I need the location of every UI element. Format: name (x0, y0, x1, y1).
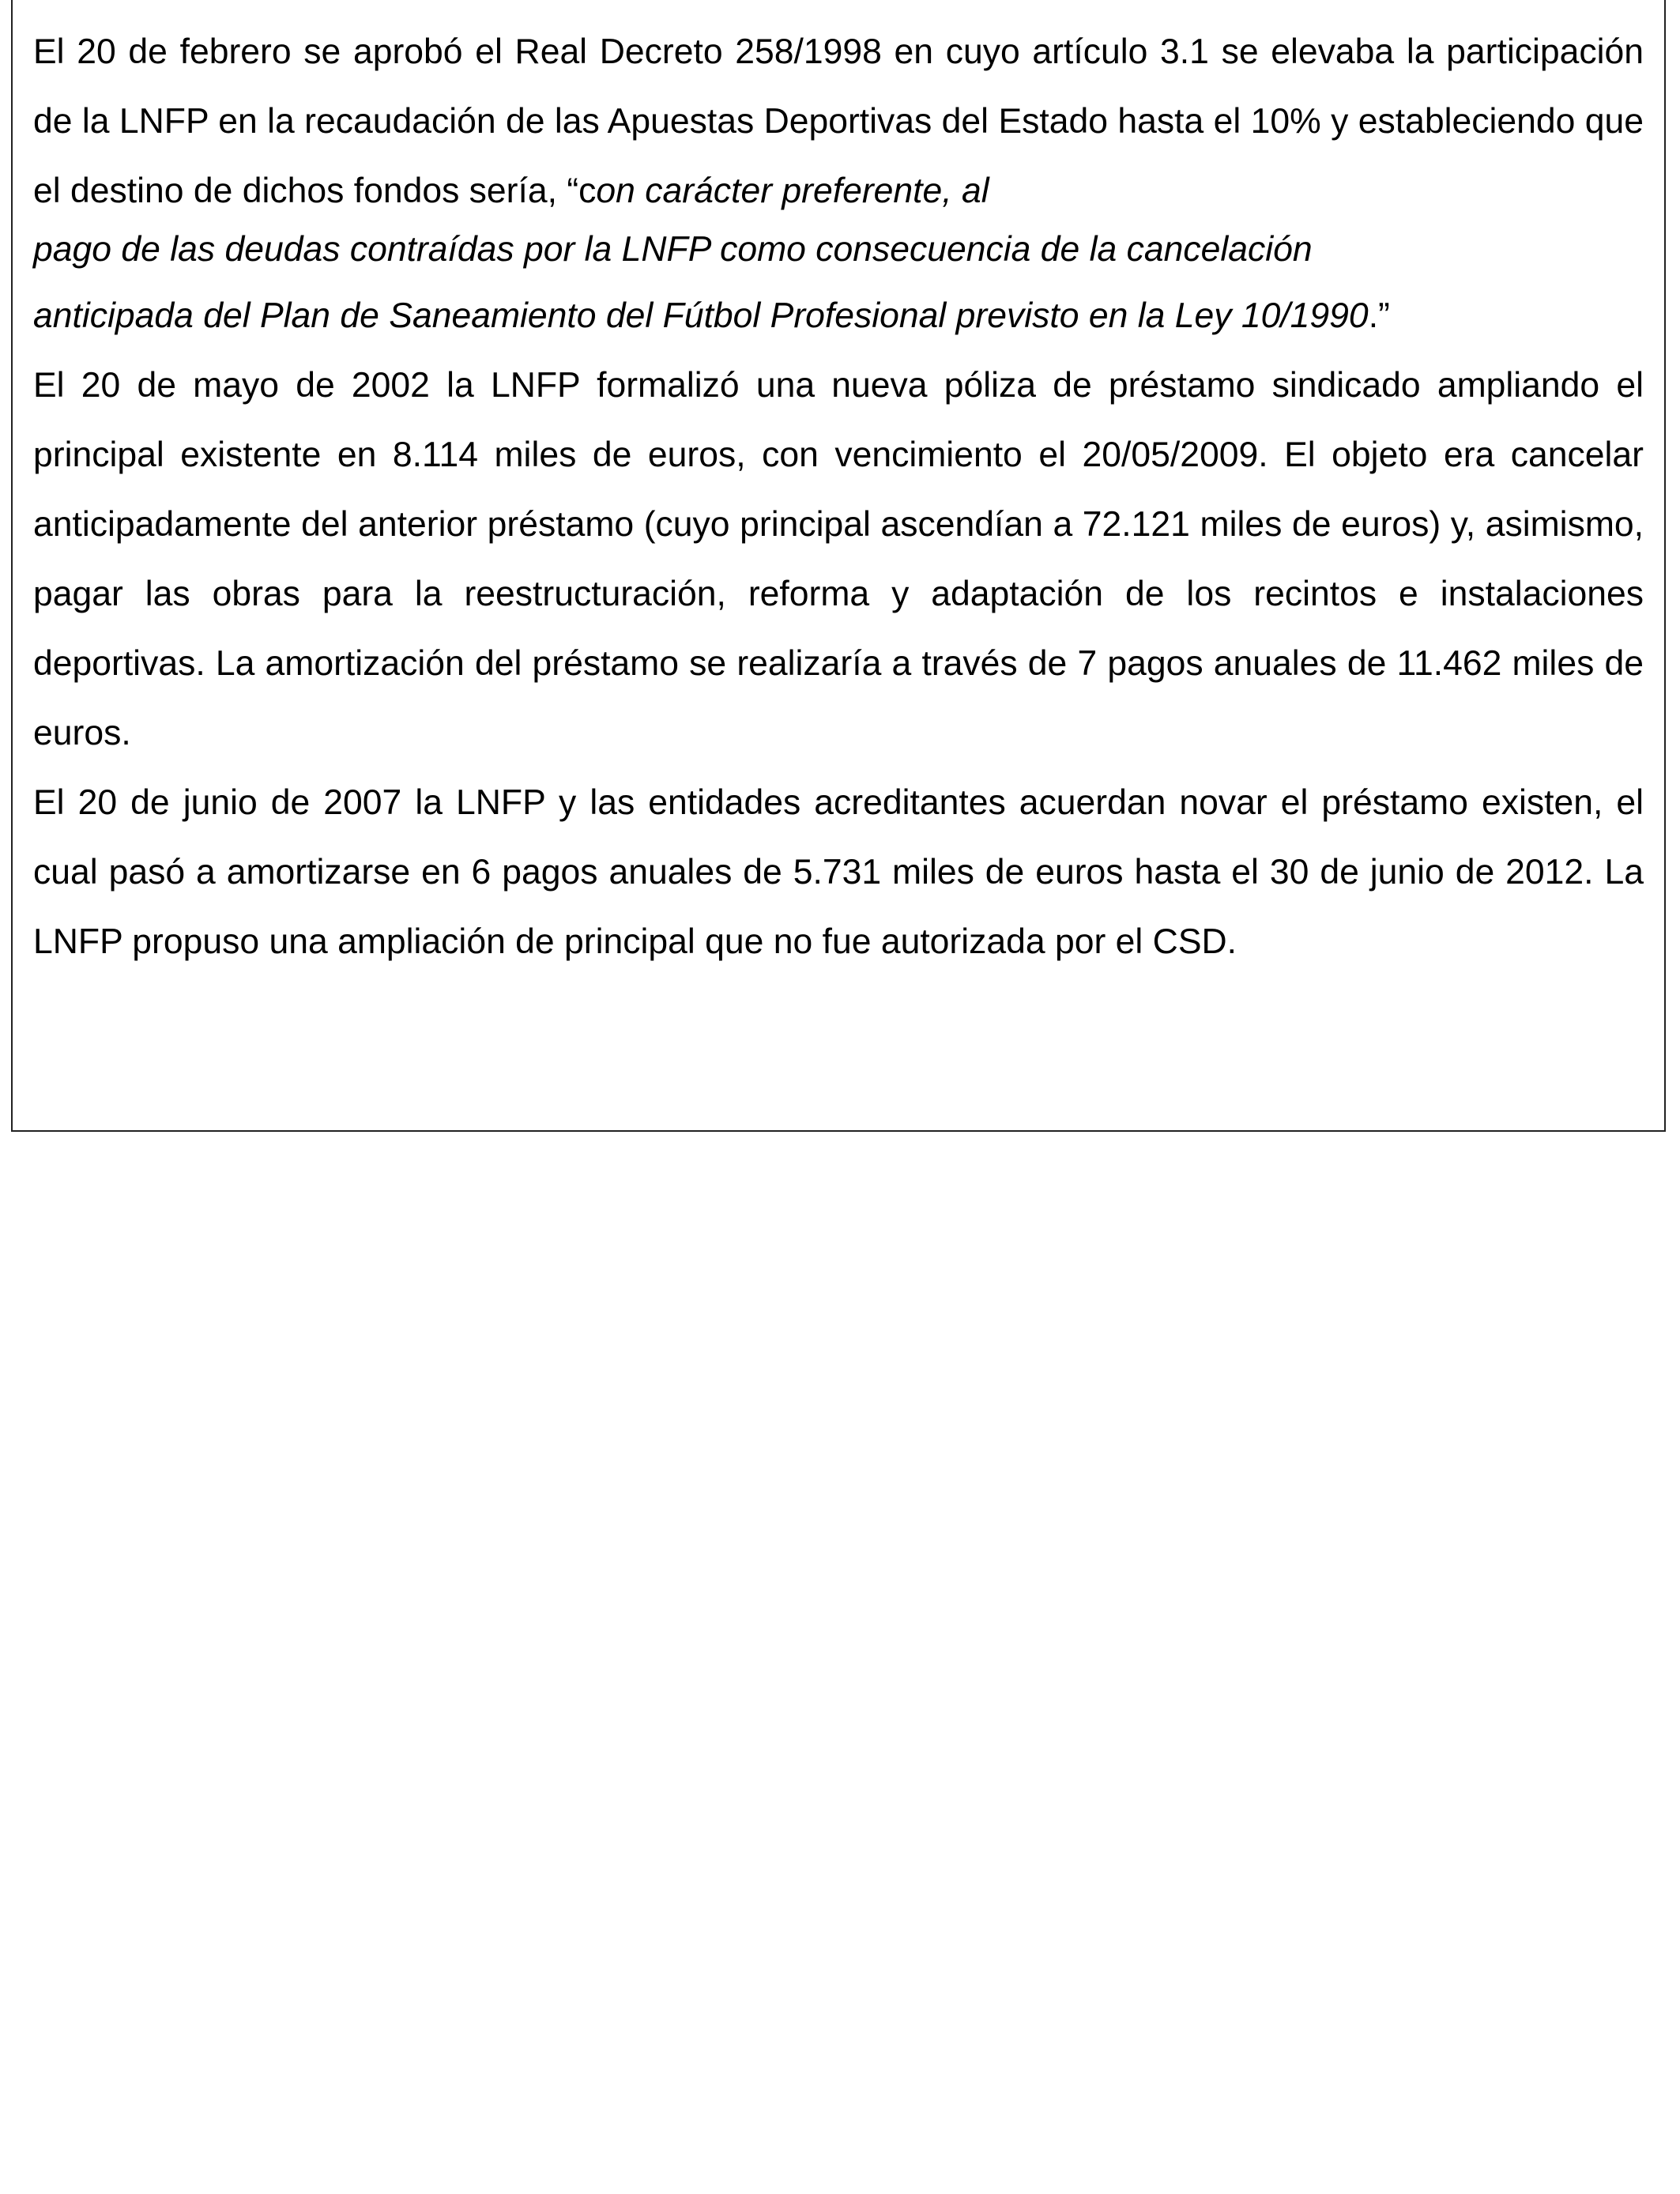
paragraph-1-closing-quote: .” (1368, 296, 1390, 335)
paragraph-1-line-2: participación de la LNFP en la recaudación de las Apuestas Deportivas del Estado hasta (33, 32, 1644, 141)
text-frame (11, 0, 1666, 1132)
paragraph-1-line-1: El 20 de febrero se aprobó el Real Decreto 258/1998 en cuyo artículo 3.1 se elevaba la (33, 32, 1434, 71)
paragraph-1-quote-middle: pago de las deudas contraídas por la LNFP como consecuencia de la cancelación (33, 230, 1313, 269)
paragraph-1-line-3: el 10% y estableciendo que el destino de dichos fondos sería, “c (33, 102, 1644, 210)
paragraph-real-decreto (33, 17, 1644, 351)
paragraph-1-quote-end: anticipada del Plan de Saneamiento del Fútbol Profesional previsto en la Ley 10/1990 (33, 296, 1369, 335)
paragraph-prestamo-2002: El 20 de mayo de 2002 la LNFP formalizó una nueva póliza de préstamo sindicado ampliando el principal existente en 8.114 miles de euros, con vencimiento el 20/05/2009. El objeto era cancelar anticipadamente del anterior préstamo (cuyo principal ascendían a 72.121 miles de euros) y, asimismo, pagar las obras para la reestructuración, reforma y adaptación de los recintos e instalaciones deportivas. La amortización del préstamo se realizaría a través de 7 pagos anuales de 11.462 miles de euros. (33, 366, 1644, 752)
paragraph-1-quote-start: on carácter preferente, al (596, 172, 989, 210)
paragraph-novacion-2007: El 20 de junio de 2007 la LNFP y las entidades acreditantes acuerdan novar el préstamo existen, el cual pasó a amortizarse en 6 pagos anuales de 5.731 miles de euros hasta el 30 de junio de 2012. La LNFP propuso una ampliación de principal que no fue autorizada por el CSD. (33, 783, 1644, 961)
